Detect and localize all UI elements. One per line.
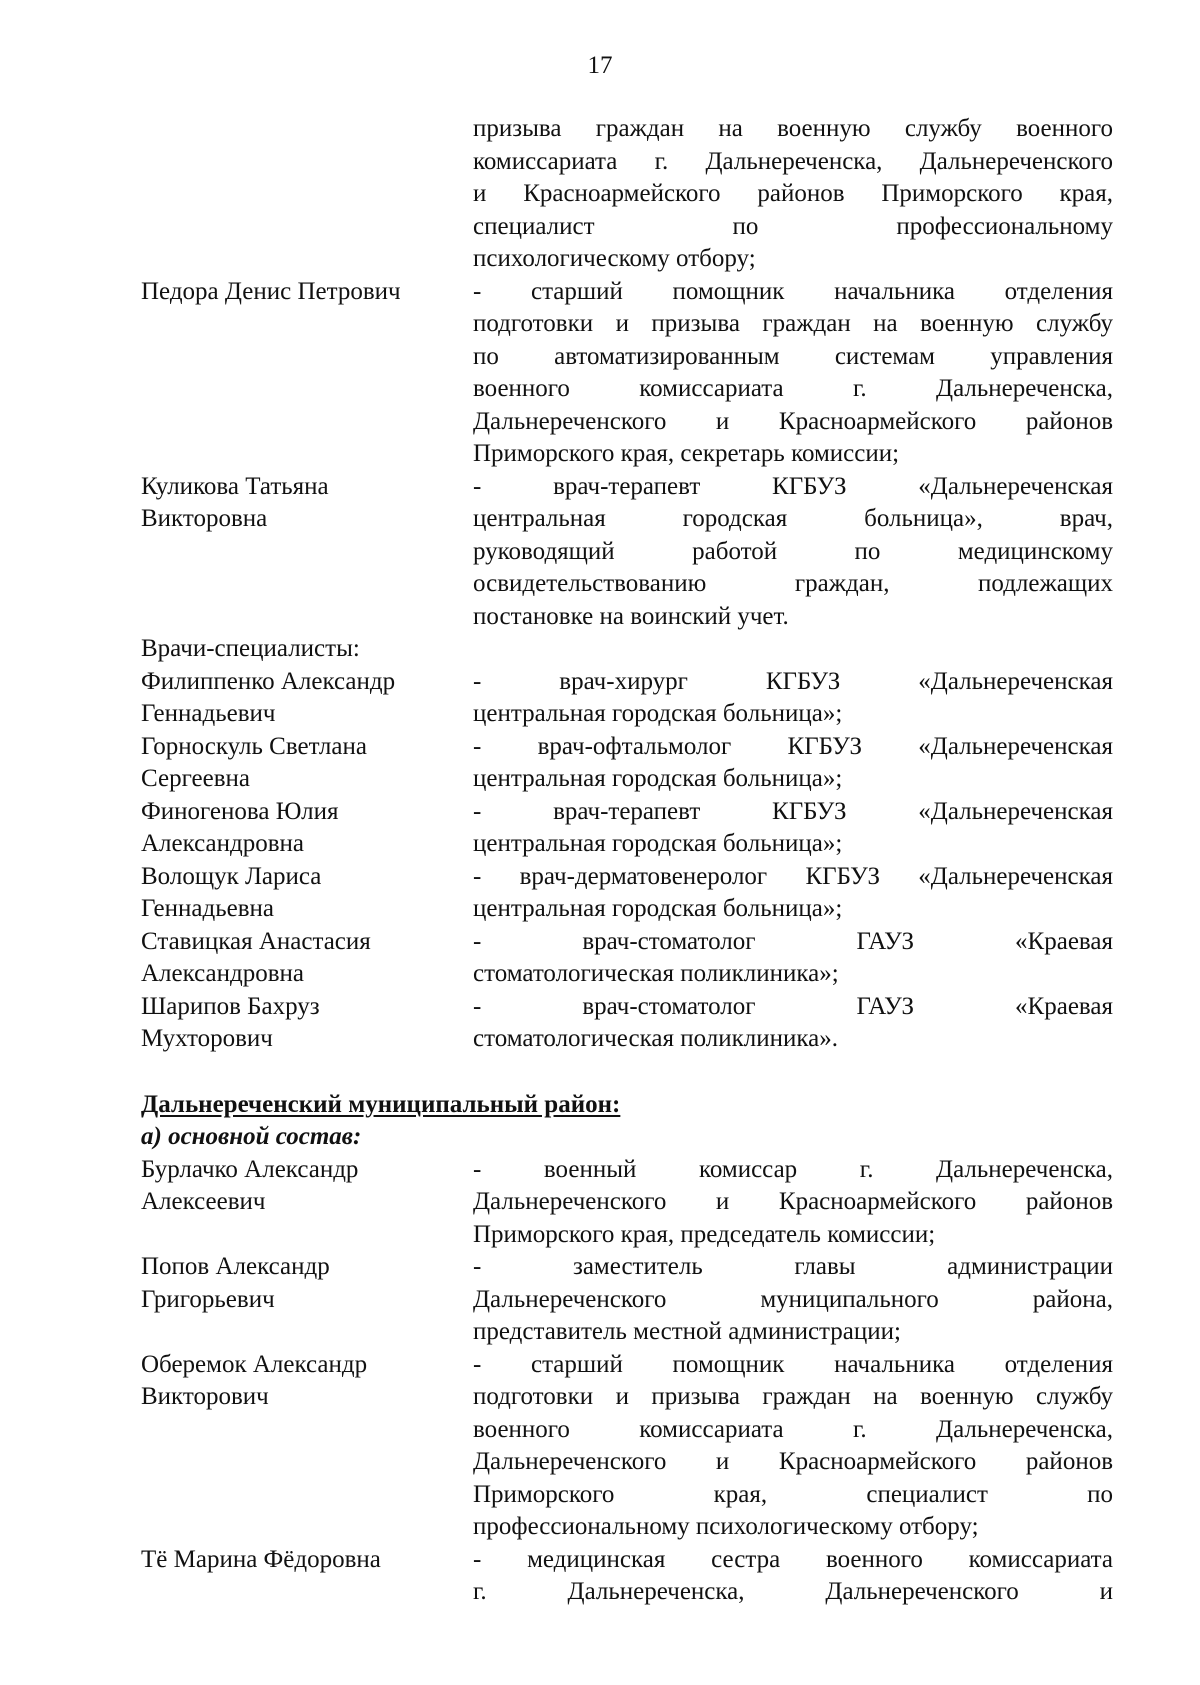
specialist-entry [141,861,1113,926]
text-line: призыва граждан на военную службу военного [473,115,1113,142]
name-line: Куликова Татьяна [141,472,329,500]
member-name [141,1544,473,1609]
member-entry [141,1544,1113,1609]
text-line: центральная городская больница»; [473,830,843,857]
name-line: Викторович [141,1383,269,1410]
text-line: стоматологическая поликлиника». [473,1025,838,1052]
text-line: - врач-дерматовенеролог КГБУЗ «Дальнереченская [473,862,1113,890]
continuation-block [141,113,1113,276]
member-description [473,926,1113,991]
text-line: военного комиссариата г. Дальнереченска, [473,375,1113,402]
member-description [473,276,1113,471]
member-name [141,926,473,991]
member-description [473,861,1113,926]
member-name [141,276,473,471]
text-line: - врач-хирург КГБУЗ «Дальнереченская [473,667,1113,695]
member-name [141,731,473,796]
text-line: психологическому отбору; [473,245,756,272]
member-name [141,1251,473,1349]
text-line: военного комиссариата г. Дальнереченска, [473,1415,1113,1443]
text-line: Приморского края, секретарь комиссии; [473,440,900,467]
text-line: - военный комиссар г. Дальнереченска, [473,1155,1113,1183]
name-line: Сергеевна [141,765,250,792]
member-entry [141,1154,1113,1252]
text-line: - врач-терапевт КГБУЗ «Дальнереченская [473,797,1113,825]
name-line: Мухторович [141,1025,273,1052]
text-line: - заместитель главы администрации [473,1253,1113,1280]
member-description [473,471,1113,634]
text-line: Дальнереченского муниципального района, [473,1285,1113,1313]
name-line: Александровна [141,830,305,857]
specialist-entry [141,731,1113,796]
text-line: центральная городская больница»; [473,765,843,792]
text-line: центральная городская больница», врач, [473,505,1113,532]
subsection-title: а) основной состав: [141,1123,362,1150]
specialists-heading: Врачи-специалисты: [141,635,360,662]
text-line: г. Дальнереченска, Дальнереченского и [473,1578,1113,1605]
member-description [473,666,1113,731]
name-line: Викторовна [141,505,268,532]
text-line: освидетельствованию граждан, подлежащих [473,570,1113,597]
member-description [473,796,1113,861]
name-line: Волощук Лариса [141,862,322,890]
member-name [141,991,473,1056]
text-line: Дальнереченского и Красноармейского районов [473,407,1113,435]
text-line: Приморского края, председатель комиссии; [473,1220,936,1248]
specialist-entry [141,796,1113,861]
text-line: стоматологическая поликлиника»; [473,960,839,987]
name-line: Педора Денис Петрович [141,277,401,305]
text-line: комиссариата г. Дальнереченска, Дальнереченского [473,147,1113,175]
text-line: - врач-терапевт КГБУЗ «Дальнереченская [473,472,1113,500]
name-line: Оберемок Александр [141,1350,368,1378]
description-column [473,113,1113,276]
text-line: подготовки и призыва граждан на военную службу [473,310,1113,337]
name-line: Александровна [141,960,305,987]
name-line: Геннадьевич [141,700,276,727]
member-entry [141,1251,1113,1349]
text-line: - врач-офтальмолог КГБУЗ «Дальнереченская [473,732,1113,760]
name-line: Шарипов Бахруз [141,992,320,1020]
text-line: специалист по профессиональному [473,212,1113,240]
name-line: Геннадьевна [141,895,274,922]
member-name [141,666,473,731]
member-description [473,1349,1113,1544]
member-name [141,861,473,926]
name-line: Бурлачко Александр [141,1155,359,1183]
spacer [141,1056,1113,1089]
text-line: и Красноармейского районов Приморского края, [473,180,1113,207]
specialist-entry [141,926,1113,991]
member-name [141,1154,473,1252]
document-body [141,113,1113,1609]
member-description [473,991,1113,1056]
name-line: Филиппенко Александр [141,667,396,695]
member-name [141,1349,473,1544]
member-name [141,796,473,861]
text-line: центральная городская больница»; [473,700,843,727]
name-line: Тё Марина Фёдоровна [141,1545,381,1573]
name-line: Горноскуль Светлана [141,732,367,760]
member-entry [141,276,1113,471]
member-name [141,471,473,634]
member-entry [141,471,1113,634]
text-line: - врач-стоматолог ГАУЗ «Краевая [473,927,1113,955]
name-line: Григорьевич [141,1285,275,1313]
text-line: постановке на воинский учет. [473,602,789,630]
text-line: центральная городская больница»; [473,895,843,922]
specialist-entry [141,666,1113,731]
text-line: Дальнереченского и Красноармейского районов [473,1188,1113,1215]
member-description [473,731,1113,796]
member-description [473,1154,1113,1252]
name-line: Попов Александр [141,1253,330,1280]
text-line: - старший помощник начальника отделения [473,277,1113,305]
member-description [473,1251,1113,1349]
specialist-entry [141,991,1113,1056]
text-line: - старший помощник начальника отделения [473,1350,1113,1378]
member-entry [141,1349,1113,1544]
page-number: 17 [587,52,613,79]
text-line: Приморского края, специалист по [473,1480,1113,1508]
text-line: подготовки и призыва граждан на военную службу [473,1383,1113,1410]
name-line: Ставицкая Анастасия [141,927,371,955]
text-line: - врач-стоматолог ГАУЗ «Краевая [473,992,1113,1020]
text-line: представитель местной администрации; [473,1318,901,1345]
text-line: - медицинская сестра военного комиссариата [473,1545,1113,1573]
text-line: профессиональному психологическому отбору; [473,1513,979,1540]
text-line: руководящий работой по медицинскому [473,537,1113,565]
specialists-heading-row [141,633,1113,666]
text-line: по автоматизированным системам управления [473,342,1113,370]
text-line: Дальнереченского и Красноармейского районов [473,1448,1113,1475]
name-line: Финогенова Юлия [141,797,339,825]
name-column [141,113,473,276]
name-line: Алексеевич [141,1188,266,1215]
section-title: Дальнереченский муниципальный район: [141,1090,621,1118]
member-description [473,1544,1113,1609]
